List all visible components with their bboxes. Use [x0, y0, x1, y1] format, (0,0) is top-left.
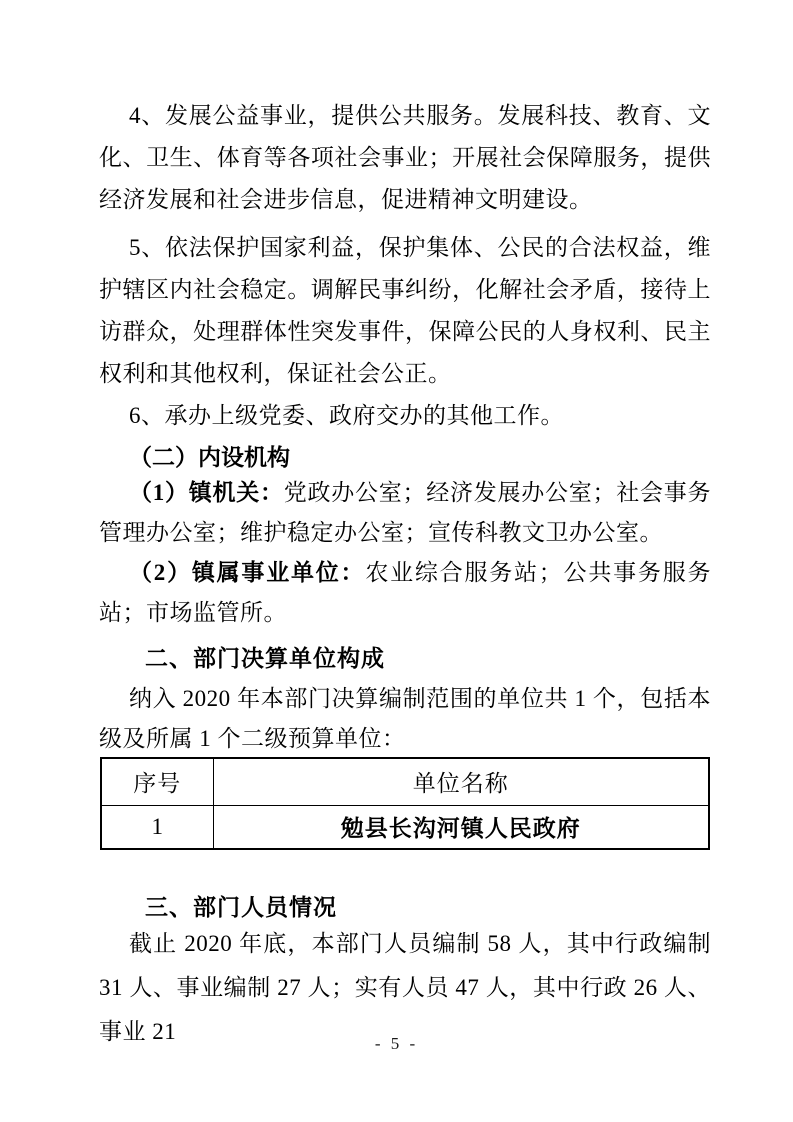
- cell-index: 1: [101, 805, 213, 849]
- page-footer: [0, 1034, 793, 1054]
- paragraph-function-6: 6、承办上级党委、政府交办的其他工作。: [129, 403, 564, 428]
- town-institutions-text: 农业综合服务站；公共事务服务站；市场监管所。: [99, 560, 712, 625]
- paragraph-town-institutions: [99, 553, 711, 633]
- subheading-internal-structure: （二）内设机构: [129, 445, 290, 470]
- heading-budget-unit-composition: 二、部门决算单位构成: [145, 645, 385, 671]
- col-header-index: 序号: [101, 758, 213, 805]
- paragraph-function-5: 5、依法保护国家利益，保护集体、公民的合法权益，维护辖区内社会稳定。调解民事纠纷，化解社会矛盾，接待上访群众，处理群体性突发事件，保障公民的人身权利、民主权利和其他权利，保证社会公正。: [99, 235, 711, 386]
- paragraph-town-offices: [99, 473, 711, 553]
- document-content: [99, 0, 711, 1054]
- town-institutions-label: （2）镇属事业单位：: [129, 560, 366, 585]
- cell-unit-name: 勉县长沟河镇人民政府: [213, 805, 709, 849]
- page-number: - 5 -: [374, 1034, 419, 1053]
- col-header-unit-name: 单位名称: [213, 758, 709, 805]
- table-header-row: [101, 758, 709, 805]
- town-offices-text: 党政办公室；经济发展办公室；社会事务管理办公室；维护稳定办公室；宣传科教文卫办公室。: [99, 480, 711, 545]
- heading-personnel: 三、部门人员情况: [145, 894, 337, 920]
- paragraph-personnel-stats: 截止 2020 年底，本部门人员编制 58 人，其中行政编制 31 人、事业编制 27 人；实有人员 47 人，其中行政 26 人、事业 21: [99, 931, 711, 1044]
- units-table: [100, 757, 710, 850]
- paragraph-function-4: 4、发展公益事业，提供公共服务。发展科技、教育、文化、卫生、体育等各项社会事业；开展社会保障服务，提供经济发展和社会进步信息，促进精神文明建设。: [99, 103, 711, 212]
- table-row: [101, 805, 709, 849]
- paragraph-budget-scope: 纳入 2020 年本部门决算编制范围的单位共 1 个，包括本级及所属 1 个二级预算单位：: [99, 686, 711, 751]
- town-offices-label: （1）镇机关：: [129, 480, 284, 505]
